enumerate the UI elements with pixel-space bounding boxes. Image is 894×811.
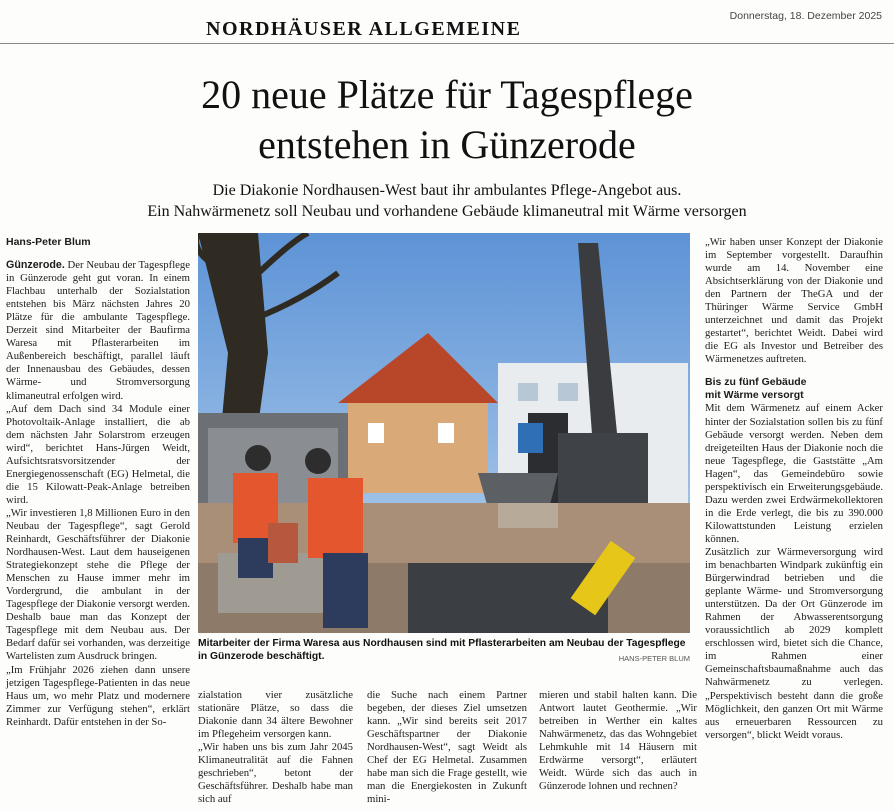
- publication-date: Donnerstag, 18. Dezember 2025: [729, 10, 882, 22]
- subheading-line-1: Bis zu fünf Gebäude: [705, 376, 807, 389]
- paragraph: mieren und stabil halten kann. Die Antwort lautet Geothermie. „Wir betreiben in Werther ein kaltes Nahwärmenetz, das das Wohngebiet Lehmkuhle mit 14 Häusern mit Erdwärme versorgt“, erläutert Weidt. Würde sich das auch in Günzerode lohnen und rechnen?: [539, 689, 697, 793]
- subheading-line-2: mit Wärme versorgt: [705, 389, 804, 402]
- text-column-4: [539, 689, 697, 793]
- section-subheading: [705, 376, 883, 402]
- headline-line-1: 20 neue Plätze für Tagespflege: [201, 72, 693, 117]
- text-column-5: [705, 236, 883, 742]
- headline: [0, 70, 894, 170]
- paragraph-text: Der Neubau der Tagespflege in Günzerode geht gut voran. In einem Flachbau unterhalb der Sozialstation entstehen bis März nächsten Jahres 20 Plätze für die ambulante Tagespflege. Derzeit sind Mitarbeiter der Baufirma Waresa mit Pflasterarbeiten im Außenbereich beschäftigt, parallel läuft der Innenausbau des Gebäudes, dessen Wärme- und Stromversorgung klimaneutral erfolgen wird.: [6, 259, 190, 402]
- paragraph: „Wir haben unser Konzept der Diakonie im September vorgestellt. Daraufhin wurde am 14. November eine Absichtserklärung von der Diakonie und den Partnern der TheGA und der Thüringer Wärme Service GmbH unterzeichnet und damit das Projekt gestartet“, berichtet Weidt. Dabei wird die EG als Investor und Betreiber des Wärmenetzes auftreten.: [705, 236, 883, 366]
- masthead: NORDHÄUSER ALLGEMEINE: [206, 18, 522, 40]
- subheadline: [0, 180, 894, 222]
- text-column-3: [367, 689, 527, 806]
- paragraph: Zusätzlich zur Wärmeversorgung wird im benachbarten Windpark zukünftig ein Bürgerwindrad betrieben und die geplante Wärme- und Stromversorgung unterstützen. Da der Ort Günzerode im Rahmen der Abwasserentsorgung voraussichtlich ab 2029 komplett erschlossen wird, bietet sich die Chance, im Rahmen einer Gemeinschaftsbaumaßnahme auch das Nahwärmenetz zu verlegen. „Perspektivisch besteht dann die große Möglichkeit, den ganzen Ort mit Wärme aus erneuerbaren Ressourcen zu versorgen“, blickt Weidt voraus.: [705, 545, 883, 741]
- header-divider: [0, 43, 894, 44]
- author-byline: Hans-Peter Blum: [6, 236, 91, 248]
- article-photo: [198, 233, 690, 633]
- construction-scene-image: [198, 233, 690, 633]
- subheadline-line-2: Ein Nahwärmenetz soll Neubau und vorhandene Gebäude klimaneutral mit Wärme versorgen: [147, 203, 747, 220]
- text-column-1: [6, 236, 190, 729]
- paragraph: „Wir haben uns bis zum Jahr 2045 Klimaneutralität auf die Fahnen geschrieben“, betont der Geschäftsführer. Deshalb habe man sich auf: [198, 741, 353, 806]
- paragraph: Mit dem Wärmenetz auf einem Acker hinter der Sozialstation sollen bis zu fünf Gebäude versorgt werden. Neben dem dreigeteilten Haus der Diakonie noch die neue Tagespflege, die Gaststätte „Am Hagen“, das Gemeindebüro sowie perspektivisch ein Erweiterungsgebäude. Dazu werden zwei Erdwärmekollektoren in die Erde verlegt, die bis zu 390.000 Kilowattstunden Leistung erzielen können.: [705, 402, 883, 545]
- photo-credit: HANS-PETER BLUM: [618, 654, 690, 663]
- text-column-2: [198, 689, 353, 806]
- subheadline-line-1: Die Diakonie Nordhausen-West baut ihr ambulantes Pflege-Angebot aus.: [212, 182, 682, 199]
- photo-caption: Mitarbeiter der Firma Waresa aus Nordhausen sind mit Pflasterarbeiten am Neubau der Tagespflege in Günzerode beschäftigt.: [198, 638, 686, 662]
- paragraph: die Suche nach einem Partner begeben, der dieses Ziel umsetzen kann. „Wir sind bereits seit 2017 Geschäftspartner der Diakonie Nordhausen-West“, sagt Weidt als Chef der EG Helmetal. Zusammen habe man sich die Frage gestellt, wie man die Energiekosten in Zukunft mini-: [367, 689, 527, 806]
- paragraph: „Im Frühjahr 2026 ziehen dann unsere jetzigen Tagespflege-Patienten in das neue Haus um, wo mehr Platz und modernere Zimmer zur Verfügung stehen“, erklärt Reinhardt. Dafür entstehen in der So-: [6, 663, 190, 728]
- headline-line-2: entstehen in Günzerode: [258, 122, 636, 167]
- dateline: Günzerode.: [6, 259, 65, 272]
- paragraph: zialstation vier zusätzliche stationäre Plätze, so dass die Diakonie dann 34 ältere Bewohner im Pflegeheim versorgen kann.: [198, 689, 353, 741]
- paragraph: [6, 259, 190, 403]
- paragraph: „Auf dem Dach sind 34 Module einer Photovoltaik-Anlage installiert, die ab dem nächsten Jahr Solarstrom erzeugen wird“, berichtet Hans-Jürgen Weidt, Aufsichtsratsvorsitzender der Energiegenossenschaft (EG) Helmetal, die die 15 Kilowatt-Peak-Anlage betreiben wird.: [6, 402, 190, 506]
- paragraph: „Wir investieren 1,8 Millionen Euro in den Neubau der Tagespflege“, sagt Gerold Reinhardt, Geschäftsführer der Diakonie Nordhausen-West. Laut dem hauseigenen Strategiekonzept stehe die Pflege der Menschen zu Hause immer mehr im Vordergrund, die ambulant in der Tagespflege der Diakonie versorgt werden. Deshalb baue man das Konzept der Tagespflege mit dem Neubau aus. Der Bedarf dafür sei vorhanden, was derzeitige Wartelisten zum Ausdruck bringen.: [6, 506, 190, 663]
